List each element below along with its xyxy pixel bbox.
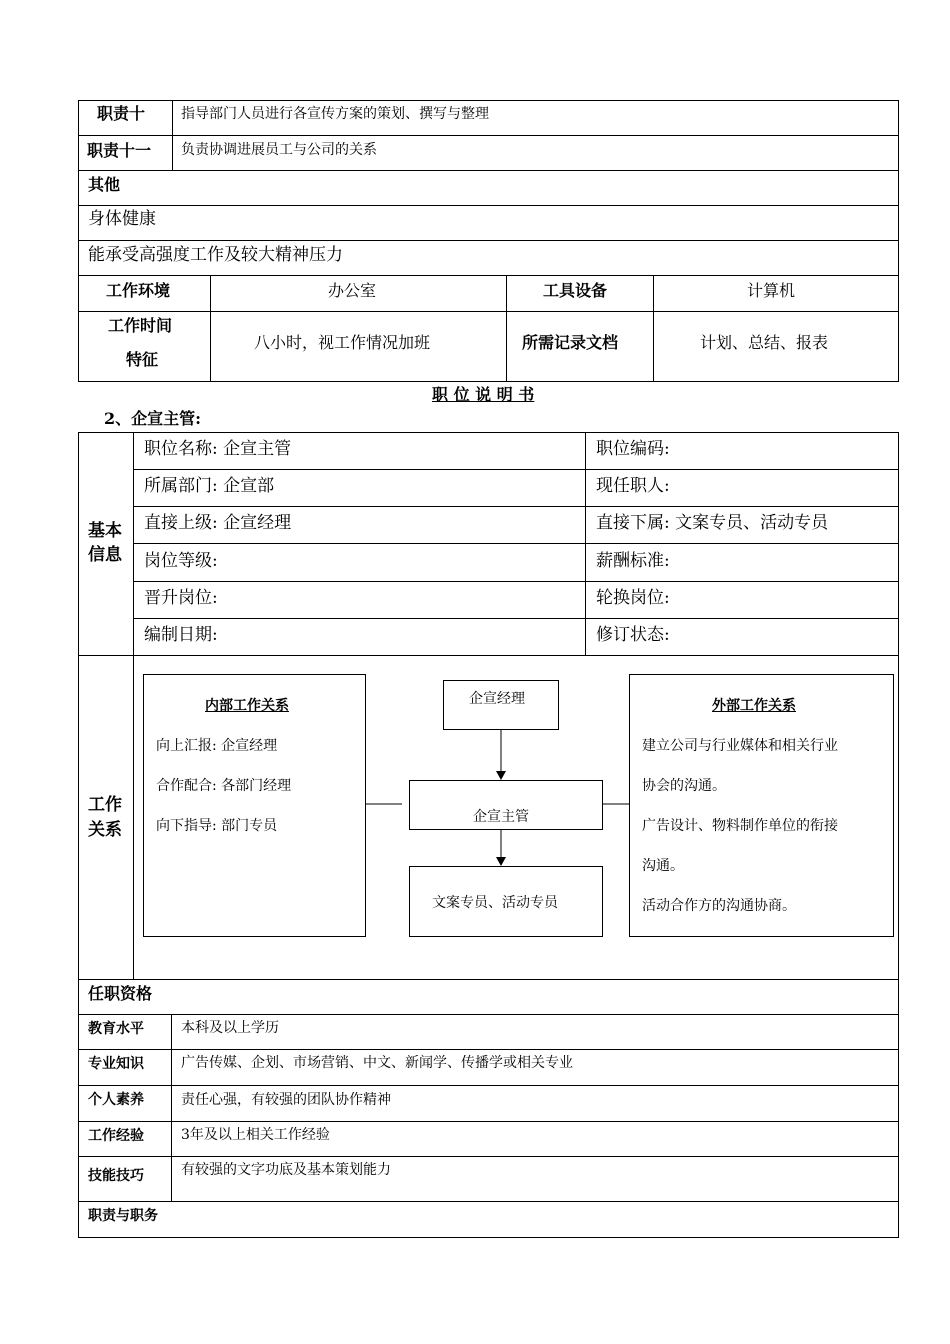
arrow-bottom-head	[496, 857, 506, 866]
chart-node-staff-label: 文案专员、活动专员	[432, 895, 558, 911]
basic-info-label-2: 信息	[88, 545, 122, 565]
grade: 岗位等级:	[144, 551, 218, 571]
qualifications-title: 任职资格	[88, 984, 153, 1003]
compile-date: 编制日期:	[144, 625, 218, 645]
duty10-text: 指导部门人员进行各宣传方案的策划、撰写与整理	[181, 106, 489, 122]
internal-report-up: 向上汇报: 企宣经理	[156, 738, 278, 754]
external-line-1: 建立公司与行业媒体和相关行业	[642, 738, 838, 754]
env-value: 办公室	[328, 281, 377, 300]
docs-label: 所需记录文档	[522, 333, 619, 352]
doc-title: 职 位 说 明 书	[432, 385, 535, 404]
qual-education-value: 本科及以上学历	[181, 1020, 279, 1036]
qual-quality-value: 责任心强，有较强的团队协作精神	[181, 1092, 391, 1108]
other-label: 其他	[88, 175, 121, 194]
internal-relations-title: 内部工作关系	[205, 698, 289, 714]
external-line-5: 活动合作方的沟通协商。	[642, 898, 796, 914]
qual-education-label: 教育水平	[88, 1021, 144, 1037]
other-item-health: 身体健康	[88, 209, 156, 229]
qual-knowledge-value: 广告传媒、企划、市场营销、中文、新闻学、传播学或相关专业	[181, 1055, 573, 1071]
qual-skills-value: 有较强的文字功底及基本策划能力	[181, 1162, 391, 1178]
current-holder: 现任职人:	[596, 476, 670, 496]
work-relations-label-1: 工作	[88, 795, 122, 815]
env-label: 工作环境	[106, 281, 171, 300]
basic-info-label-1: 基本	[88, 521, 122, 541]
promotion-position: 晋升岗位:	[144, 588, 218, 608]
qual-experience-value: 3年及以上相关工作经验	[181, 1127, 330, 1143]
qual-experience-label: 工作经验	[88, 1128, 144, 1144]
external-relations-title: 外部工作关系	[712, 698, 796, 714]
direct-superior: 直接上级: 企宣经理	[144, 513, 292, 533]
time-value: 八小时，视工作情况加班	[254, 333, 431, 352]
time-label-line2: 特征	[126, 350, 159, 369]
duty10-label: 职责十	[97, 104, 146, 123]
arrow-top-head	[496, 771, 506, 780]
rotation-position: 轮换岗位:	[596, 588, 670, 608]
salary-standard: 薪酬标准:	[596, 551, 670, 571]
department: 所属部门: 企宣部	[144, 476, 275, 496]
duty11-text: 负责协调进展员工与公司的关系	[181, 142, 377, 158]
duty11-label: 职责十一	[87, 141, 152, 160]
position-name: 职位名称: 企宣主管	[144, 439, 292, 459]
tools-value: 计算机	[747, 281, 796, 300]
internal-cooperate: 合作配合: 各部门经理	[156, 778, 292, 794]
internal-guide-down: 向下指导: 部门专员	[156, 818, 278, 834]
external-line-3: 广告设计、物料制作单位的衔接	[642, 818, 838, 834]
tools-label: 工具设备	[543, 281, 608, 300]
time-label-line1: 工作时间	[108, 316, 173, 335]
revision-status: 修订状态:	[596, 625, 670, 645]
chart-node-supervisor-label: 企宣主管	[473, 809, 529, 825]
other-item-pressure: 能承受高强度工作及较大精神压力	[88, 245, 343, 265]
docs-value: 计划、总结、报表	[700, 333, 829, 352]
qual-skills-label: 技能技巧	[88, 1168, 144, 1184]
chart-node-manager-label: 企宣经理	[469, 691, 525, 707]
duties-heading: 职责与职务	[88, 1208, 158, 1224]
position-code: 职位编码:	[596, 439, 670, 459]
external-line-4: 沟通。	[642, 858, 684, 874]
direct-subordinates: 直接下属: 文案专员、活动专员	[596, 513, 829, 533]
qual-quality-label: 个人素养	[88, 1092, 144, 1108]
section-heading: 2、企宣主管:	[104, 409, 202, 428]
external-line-2: 协会的沟通。	[642, 778, 726, 794]
qual-knowledge-label: 专业知识	[88, 1056, 144, 1072]
work-relations-label-2: 关系	[88, 820, 122, 840]
